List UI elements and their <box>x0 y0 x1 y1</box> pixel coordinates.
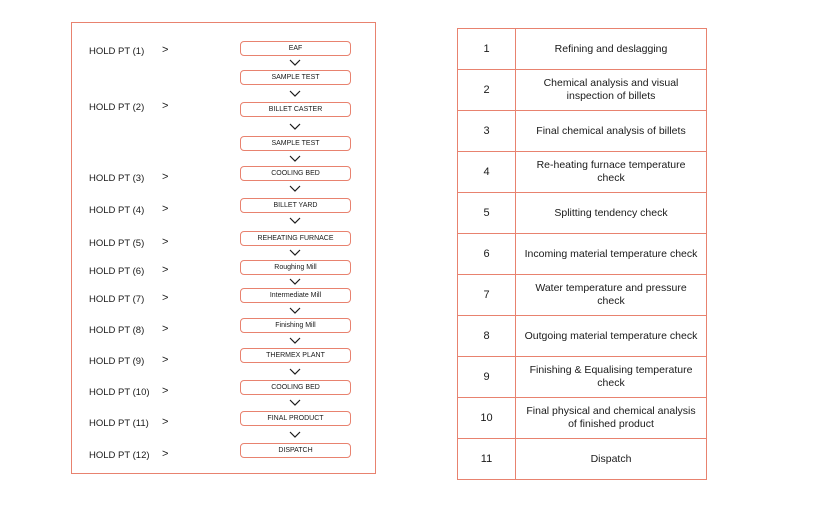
table-row <box>458 111 707 152</box>
hold-point-label: HOLD PT (1) <box>89 46 145 57</box>
process-step: EAF <box>240 41 351 56</box>
table-row <box>458 70 707 111</box>
process-step: DISPATCH <box>240 443 351 458</box>
hold-point-label: HOLD PT (5) <box>89 238 145 249</box>
chevron-down-icon <box>289 278 301 285</box>
hold-point-arrow: > <box>162 100 169 112</box>
process-step: Roughing Mill <box>240 260 351 275</box>
hold-point-arrow: > <box>162 203 169 215</box>
check-number: 2 <box>458 70 516 111</box>
process-step: BILLET YARD <box>240 198 351 213</box>
check-description: Dispatch <box>516 439 707 480</box>
hold-point-arrow: > <box>162 292 169 304</box>
hold-point-arrow: > <box>162 416 169 428</box>
check-number: 3 <box>458 111 516 152</box>
check-description: Finishing & Equalising temperature check <box>516 357 707 398</box>
chevron-down-icon <box>289 123 301 130</box>
check-number: 10 <box>458 398 516 439</box>
hold-point-label: HOLD PT (4) <box>89 205 145 216</box>
hold-point-label: HOLD PT (7) <box>89 294 145 305</box>
chevron-down-icon <box>289 155 301 162</box>
check-description: Refining and deslagging <box>516 29 707 70</box>
process-step: COOLING BED <box>240 166 351 181</box>
hold-point-checks-table <box>457 28 707 480</box>
chevron-down-icon <box>289 307 301 314</box>
process-step: THERMEX PLANT <box>240 348 351 363</box>
table-row <box>458 275 707 316</box>
hold-point-label: HOLD PT (2) <box>89 102 145 113</box>
chevron-down-icon <box>289 185 301 192</box>
hold-point-label: HOLD PT (8) <box>89 325 145 336</box>
process-step: REHEATING FURNACE <box>240 231 351 246</box>
process-step: BILLET CASTER <box>240 102 351 117</box>
chevron-down-icon <box>289 368 301 375</box>
check-description: Water temperature and pressure check <box>516 275 707 316</box>
check-number: 5 <box>458 193 516 234</box>
table-row <box>458 316 707 357</box>
process-step: SAMPLE TEST <box>240 70 351 85</box>
table-row <box>458 357 707 398</box>
check-number: 4 <box>458 152 516 193</box>
hold-point-label: HOLD PT (9) <box>89 356 145 367</box>
hold-point-arrow: > <box>162 171 169 183</box>
chevron-down-icon <box>289 90 301 97</box>
check-number: 11 <box>458 439 516 480</box>
check-description: Re-heating furnace temperature check <box>516 152 707 193</box>
hold-point-arrow: > <box>162 236 169 248</box>
table-row <box>458 439 707 480</box>
process-step: Finishing Mill <box>240 318 351 333</box>
check-description: Splitting tendency check <box>516 193 707 234</box>
chevron-down-icon <box>289 59 301 66</box>
chevron-down-icon <box>289 337 301 344</box>
hold-point-arrow: > <box>162 448 169 460</box>
hold-point-arrow: > <box>162 354 169 366</box>
chevron-down-icon <box>289 217 301 224</box>
chevron-down-icon <box>289 399 301 406</box>
table-row <box>458 234 707 275</box>
check-number: 8 <box>458 316 516 357</box>
hold-point-arrow: > <box>162 44 169 56</box>
hold-point-label: HOLD PT (10) <box>89 387 150 398</box>
process-step: COOLING BED <box>240 380 351 395</box>
process-step: Intermediate Mill <box>240 288 351 303</box>
table-row <box>458 29 707 70</box>
hold-point-label: HOLD PT (3) <box>89 173 145 184</box>
table-row <box>458 152 707 193</box>
hold-point-label: HOLD PT (11) <box>89 418 149 429</box>
chevron-down-icon <box>289 249 301 256</box>
process-step: SAMPLE TEST <box>240 136 351 151</box>
hold-point-arrow: > <box>162 264 169 276</box>
check-description: Chemical analysis and visual inspection of billets <box>516 70 707 111</box>
hold-point-label: HOLD PT (12) <box>89 450 150 461</box>
chevron-down-icon <box>289 431 301 438</box>
check-description: Final chemical analysis of billets <box>516 111 707 152</box>
check-description: Incoming material temperature check <box>516 234 707 275</box>
check-number: 7 <box>458 275 516 316</box>
table-row <box>458 193 707 234</box>
hold-point-label: HOLD PT (6) <box>89 266 145 277</box>
check-number: 9 <box>458 357 516 398</box>
check-number: 1 <box>458 29 516 70</box>
table-row <box>458 398 707 439</box>
process-step: FINAL PRODUCT <box>240 411 351 426</box>
check-description: Final physical and chemical analysis of finished product <box>516 398 707 439</box>
hold-point-arrow: > <box>162 323 169 335</box>
hold-point-arrow: > <box>162 385 169 397</box>
check-number: 6 <box>458 234 516 275</box>
check-description: Outgoing material temperature check <box>516 316 707 357</box>
